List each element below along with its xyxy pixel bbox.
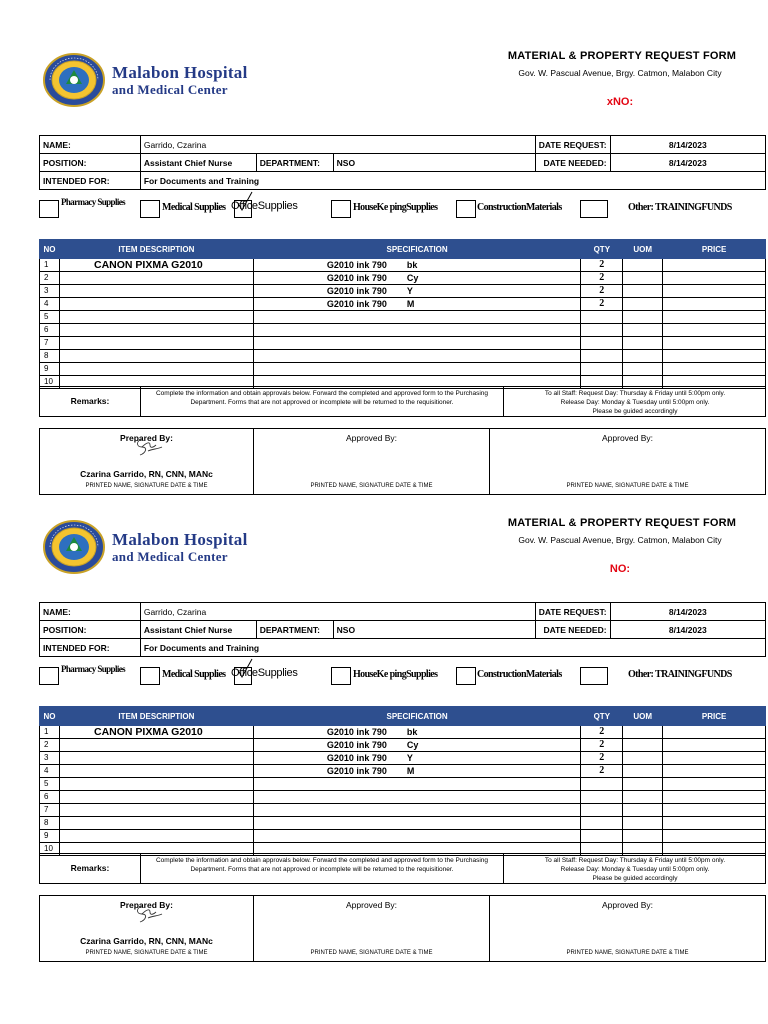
hospital-name-line1: Malabon Hospital [112, 530, 248, 549]
housekeeping-label: HouseKe pingSupplies [353, 202, 438, 213]
name-value[interactable]: Garrido, Czarina [140, 603, 535, 621]
staff-note-line1: To all Staff: Request Day: Thursday & Friday until 5:00pm only. [544, 390, 726, 397]
prepared-by-caption: PRINTED NAME, SIGNATURE DATE & TIME [85, 483, 208, 489]
name-value[interactable]: Garrido, Czarina [140, 136, 535, 154]
other-checkbox[interactable] [580, 667, 608, 685]
intended-for-label: INTENDED FOR: [40, 172, 141, 190]
row-uom[interactable] [623, 739, 663, 752]
housekeeping-label: HouseKe pingSupplies [353, 669, 438, 680]
intended-for-value[interactable]: For Documents and Training [140, 172, 765, 190]
position-label: POSITION: [40, 621, 141, 639]
items-table [39, 706, 766, 856]
handwritten-signature-icon [132, 433, 166, 459]
staff-note-line3: Please be guided accordingly [592, 408, 678, 415]
row-spec-model: G2010 ink 790 [326, 739, 387, 750]
construction-label: ConstructionMaterials [477, 669, 562, 680]
row-uom[interactable] [623, 726, 663, 739]
row-uom[interactable] [623, 285, 663, 298]
hospital-name-line1: Malabon Hospital [112, 63, 248, 82]
col-item-header: ITEM DESCRIPTION [59, 707, 253, 726]
approved-by-caption-1: PRINTED NAME, SIGNATURE DATE & TIME [310, 483, 433, 489]
row-qty[interactable]: 2 [581, 739, 623, 752]
row-specification[interactable] [253, 791, 581, 804]
row-spec-model: G2010 ink 790 [326, 272, 387, 283]
row-no: 1 [40, 726, 60, 739]
table-row [40, 298, 766, 311]
name-label: NAME: [40, 603, 141, 621]
table-row [40, 791, 766, 804]
row-spec-model: G2010 ink 790 [326, 765, 387, 776]
row-price[interactable] [663, 311, 766, 324]
row-qty[interactable] [581, 830, 623, 843]
approved-by-cell-1[interactable] [254, 896, 490, 961]
approved-by-cell-2[interactable] [490, 896, 765, 961]
prepared-by-name: Czarina Garrido, RN, CNN, MANc [80, 936, 213, 946]
position-value[interactable]: Assistant Chief Nurse [140, 154, 256, 172]
row-specification[interactable] [253, 830, 581, 843]
signature-block [39, 428, 766, 495]
row-spec-model: G2010 ink 790 [326, 752, 387, 763]
row-no: 2 [40, 272, 60, 285]
row-no: 2 [40, 739, 60, 752]
row-qty[interactable]: 2 [581, 285, 623, 298]
table-row [40, 804, 766, 817]
row-specification[interactable] [253, 298, 581, 311]
row-qty[interactable]: 2 [581, 259, 623, 272]
row-qty[interactable] [581, 311, 623, 324]
row-item-description[interactable] [59, 804, 253, 817]
table-row [40, 752, 766, 765]
remarks-box [39, 853, 766, 884]
row-no: 4 [40, 765, 60, 778]
row-no: 7 [40, 804, 60, 817]
row-no: 10 [40, 843, 60, 856]
date-needed-value[interactable]: 8/14/2023 [610, 621, 765, 639]
row-spec-color: Cy [406, 739, 419, 750]
category-checkboxes [0, 196, 768, 220]
date-needed-label: DATE NEEDED: [535, 154, 610, 172]
row-specification[interactable] [253, 285, 581, 298]
row-no: 10 [40, 376, 60, 389]
prepared-by-name: Czarina Garrido, RN, CNN, MANc [80, 469, 213, 479]
row-uom[interactable] [623, 830, 663, 843]
form-number-label: NO: [609, 563, 631, 575]
date-request-label: DATE REQUEST: [535, 136, 610, 154]
other-label: Other: TRAININGFUNDS [628, 669, 732, 680]
row-qty[interactable] [581, 324, 623, 337]
intended-for-label: INTENDED FOR: [40, 639, 141, 657]
col-spec-header: SPECIFICATION [253, 707, 581, 726]
row-no: 4 [40, 298, 60, 311]
requester-info-table [39, 602, 766, 657]
row-price[interactable] [663, 726, 766, 739]
row-no: 8 [40, 817, 60, 830]
row-specification[interactable] [253, 804, 581, 817]
table-row [40, 311, 766, 324]
row-item-description[interactable] [59, 324, 253, 337]
col-no-header: NO [40, 240, 60, 259]
row-specification[interactable] [253, 363, 581, 376]
table-row [40, 817, 766, 830]
row-price[interactable] [663, 778, 766, 791]
other-checkbox[interactable] [580, 200, 608, 218]
row-item-description[interactable] [59, 765, 253, 778]
row-specification[interactable] [253, 337, 581, 350]
row-no: 5 [40, 311, 60, 324]
table-row [40, 726, 766, 739]
row-no: 3 [40, 285, 60, 298]
form-address: Gov. W. Pascual Avenue, Brgy. Catmon, Malabon City [518, 68, 722, 78]
prepared-by-caption: PRINTED NAME, SIGNATURE DATE & TIME [85, 950, 208, 956]
medical-checkbox[interactable] [140, 667, 160, 685]
row-item-description[interactable] [59, 752, 253, 765]
row-spec-model: G2010 ink 790 [326, 298, 387, 309]
row-qty[interactable]: 2 [581, 298, 623, 311]
row-item-description[interactable]: CANON PIXMA G2010 [59, 726, 253, 739]
row-spec-color: M [406, 765, 415, 776]
row-spec-model: G2010 ink 790 [326, 285, 387, 296]
prepared-by-cell[interactable] [40, 429, 254, 494]
intended-for-value[interactable]: For Documents and Training [140, 639, 765, 657]
table-row [40, 324, 766, 337]
office-label: OfficeSupplies [231, 667, 298, 679]
other-label: Other: TRAININGFUNDS [628, 202, 732, 213]
row-spec-color: M [406, 298, 415, 309]
position-value[interactable]: Assistant Chief Nurse [140, 621, 256, 639]
row-item-description[interactable] [59, 350, 253, 363]
department-label: DEPARTMENT: [256, 621, 333, 639]
row-spec-color: Y [406, 285, 413, 296]
row-uom[interactable] [623, 817, 663, 830]
row-no: 1 [40, 259, 60, 272]
row-specification[interactable] [253, 765, 581, 778]
table-row [40, 350, 766, 363]
staff-note-line2: Release Day: Monday & Tuesday until 5:00pm only. [560, 866, 710, 873]
table-row [40, 363, 766, 376]
approved-by-label-1: Approved By: [345, 433, 398, 443]
row-qty[interactable] [581, 778, 623, 791]
row-price[interactable] [663, 765, 766, 778]
row-price[interactable] [663, 337, 766, 350]
hospital-name-line2: and Medical Center [112, 82, 228, 97]
staff-note-line3: Please be guided accordingly [592, 875, 678, 882]
medical-label: Medical Supplies [162, 202, 226, 213]
row-uom[interactable] [623, 778, 663, 791]
table-row [40, 259, 766, 272]
approved-by-caption-1: PRINTED NAME, SIGNATURE DATE & TIME [310, 950, 433, 956]
row-specification[interactable] [253, 726, 581, 739]
table-row [40, 739, 766, 752]
row-uom[interactable] [623, 752, 663, 765]
row-price[interactable] [663, 272, 766, 285]
date-request-label: DATE REQUEST: [535, 603, 610, 621]
approved-by-cell-1[interactable] [254, 429, 490, 494]
staff-note-line2: Release Day: Monday & Tuesday until 5:00pm only. [560, 399, 710, 406]
row-item-description[interactable] [59, 311, 253, 324]
row-no: 8 [40, 350, 60, 363]
medical-label: Medical Supplies [162, 669, 226, 680]
prepared-by-label: Prepared By: [120, 900, 173, 910]
row-specification[interactable] [253, 350, 581, 363]
row-spec-color: bk [406, 259, 418, 270]
category-checkboxes [0, 663, 768, 687]
col-uom-header: UOM [623, 240, 663, 259]
col-price-header: PRICE [663, 240, 766, 259]
row-price[interactable] [663, 350, 766, 363]
row-qty[interactable] [581, 350, 623, 363]
approved-by-label-2: Approved By: [601, 900, 654, 910]
approved-by-label-2: Approved By: [601, 433, 654, 443]
hospital-name [112, 64, 248, 96]
row-qty[interactable]: 2 [581, 726, 623, 739]
remarks-label: Remarks: [40, 854, 141, 883]
row-item-description[interactable] [59, 791, 253, 804]
approved-by-label-1: Approved By: [345, 900, 398, 910]
prepared-by-label: Prepared By: [120, 433, 173, 443]
row-uom[interactable] [623, 765, 663, 778]
hospital-name-line2: and Medical Center [112, 549, 228, 564]
staff-schedule-note [504, 387, 766, 416]
position-label: POSITION: [40, 154, 141, 172]
department-label: DEPARTMENT: [256, 154, 333, 172]
row-item-description[interactable] [59, 817, 253, 830]
form-address: Gov. W. Pascual Avenue, Brgy. Catmon, Malabon City [518, 535, 722, 545]
approved-by-caption-2: PRINTED NAME, SIGNATURE DATE & TIME [566, 483, 689, 489]
staff-note-line1: To all Staff: Request Day: Thursday & Friday until 5:00pm only. [544, 857, 726, 864]
row-specification[interactable] [253, 272, 581, 285]
row-price[interactable] [663, 830, 766, 843]
row-spec-model: G2010 ink 790 [326, 259, 387, 270]
form-title: MATERIAL & PROPERTY REQUEST FORM [507, 50, 737, 62]
construction-checkbox[interactable] [456, 667, 476, 685]
row-uom[interactable] [623, 324, 663, 337]
row-item-description[interactable] [59, 285, 253, 298]
col-qty-header: QTY [581, 240, 623, 259]
row-item-description[interactable] [59, 830, 253, 843]
form-number-label: xNO: [606, 96, 634, 108]
row-no: 6 [40, 791, 60, 804]
row-price[interactable] [663, 752, 766, 765]
row-qty[interactable]: 2 [581, 752, 623, 765]
row-spec-model: G2010 ink 790 [326, 726, 387, 737]
row-qty[interactable] [581, 363, 623, 376]
row-qty[interactable] [581, 337, 623, 350]
construction-checkbox[interactable] [456, 200, 476, 218]
table-row [40, 830, 766, 843]
row-price[interactable] [663, 363, 766, 376]
row-qty[interactable] [581, 804, 623, 817]
department-value[interactable]: NSO [333, 154, 535, 172]
col-spec-header: SPECIFICATION [253, 240, 581, 259]
remarks-instructions: Complete the information and obtain approvals below. Forward the completed and approved form to the Purchasing Department. Forms that are not approved or incomplete will be returned to the requisitioner. [141, 387, 504, 416]
approved-by-cell-2[interactable] [490, 429, 765, 494]
staff-schedule-note [504, 854, 766, 883]
table-row [40, 272, 766, 285]
row-price[interactable] [663, 285, 766, 298]
approved-by-caption-2: PRINTED NAME, SIGNATURE DATE & TIME [566, 950, 689, 956]
construction-label: ConstructionMaterials [477, 202, 562, 213]
date-request-value[interactable]: 8/14/2023 [610, 603, 765, 621]
row-uom[interactable] [623, 337, 663, 350]
row-price[interactable] [663, 324, 766, 337]
row-price[interactable] [663, 804, 766, 817]
row-qty[interactable]: 2 [581, 765, 623, 778]
table-row [40, 765, 766, 778]
row-specification[interactable] [253, 778, 581, 791]
row-item-description[interactable] [59, 363, 253, 376]
signature-block [39, 895, 766, 962]
row-qty[interactable] [581, 791, 623, 804]
handwritten-signature-icon [132, 900, 166, 926]
hospital-name [112, 531, 248, 563]
row-specification[interactable] [253, 739, 581, 752]
row-uom[interactable] [623, 311, 663, 324]
requester-info-table [39, 135, 766, 190]
row-item-description[interactable] [59, 272, 253, 285]
col-no-header: NO [40, 707, 60, 726]
date-needed-value[interactable]: 8/14/2023 [610, 154, 765, 172]
prepared-by-cell[interactable] [40, 896, 254, 961]
row-no: 9 [40, 363, 60, 376]
row-item-description[interactable] [59, 298, 253, 311]
hospital-seal-icon [42, 519, 106, 575]
row-specification[interactable] [253, 311, 581, 324]
row-price[interactable] [663, 817, 766, 830]
office-label: OfficeSupplies [231, 200, 298, 212]
row-specification[interactable] [253, 817, 581, 830]
row-uom[interactable] [623, 791, 663, 804]
date-request-value[interactable]: 8/14/2023 [610, 136, 765, 154]
table-row [40, 778, 766, 791]
table-row [40, 337, 766, 350]
table-row [40, 285, 766, 298]
row-specification[interactable] [253, 259, 581, 272]
row-price[interactable] [663, 791, 766, 804]
row-no: 9 [40, 830, 60, 843]
pharmacy-label: Pharmacy Supplies [61, 197, 126, 207]
row-no: 7 [40, 337, 60, 350]
form-title: MATERIAL & PROPERTY REQUEST FORM [507, 517, 737, 529]
row-uom[interactable] [623, 804, 663, 817]
row-spec-color: Y [406, 752, 413, 763]
row-item-description[interactable] [59, 739, 253, 752]
row-uom[interactable] [623, 363, 663, 376]
remarks-instructions: Complete the information and obtain approvals below. Forward the completed and approved form to the Purchasing Department. Forms that are not approved or incomplete will be returned to the requisitioner. [141, 854, 504, 883]
row-spec-color: bk [406, 726, 418, 737]
remarks-box [39, 386, 766, 417]
col-price-header: PRICE [663, 707, 766, 726]
row-item-description[interactable]: CANON PIXMA G2010 [59, 259, 253, 272]
row-spec-color: Cy [406, 272, 419, 283]
pharmacy-checkbox[interactable] [39, 200, 59, 218]
hospital-seal-icon [42, 52, 106, 108]
row-item-description[interactable] [59, 337, 253, 350]
row-no: 6 [40, 324, 60, 337]
items-table [39, 239, 766, 389]
row-uom[interactable] [623, 259, 663, 272]
row-specification[interactable] [253, 324, 581, 337]
pharmacy-checkbox[interactable] [39, 667, 59, 685]
row-no: 5 [40, 778, 60, 791]
row-no: 3 [40, 752, 60, 765]
col-qty-header: QTY [581, 707, 623, 726]
date-needed-label: DATE NEEDED: [535, 621, 610, 639]
row-price[interactable] [663, 298, 766, 311]
row-uom[interactable] [623, 272, 663, 285]
row-item-description[interactable] [59, 778, 253, 791]
pharmacy-label: Pharmacy Supplies [61, 664, 126, 674]
department-value[interactable]: NSO [333, 621, 535, 639]
row-price[interactable] [663, 259, 766, 272]
remarks-label: Remarks: [40, 387, 141, 416]
col-uom-header: UOM [623, 707, 663, 726]
row-qty[interactable]: 2 [581, 272, 623, 285]
row-uom[interactable] [623, 298, 663, 311]
row-price[interactable] [663, 739, 766, 752]
row-specification[interactable] [253, 752, 581, 765]
name-label: NAME: [40, 136, 141, 154]
housekeeping-checkbox[interactable] [331, 667, 351, 685]
row-qty[interactable] [581, 817, 623, 830]
row-uom[interactable] [623, 350, 663, 363]
medical-checkbox[interactable] [140, 200, 160, 218]
col-item-header: ITEM DESCRIPTION [59, 240, 253, 259]
housekeeping-checkbox[interactable] [331, 200, 351, 218]
